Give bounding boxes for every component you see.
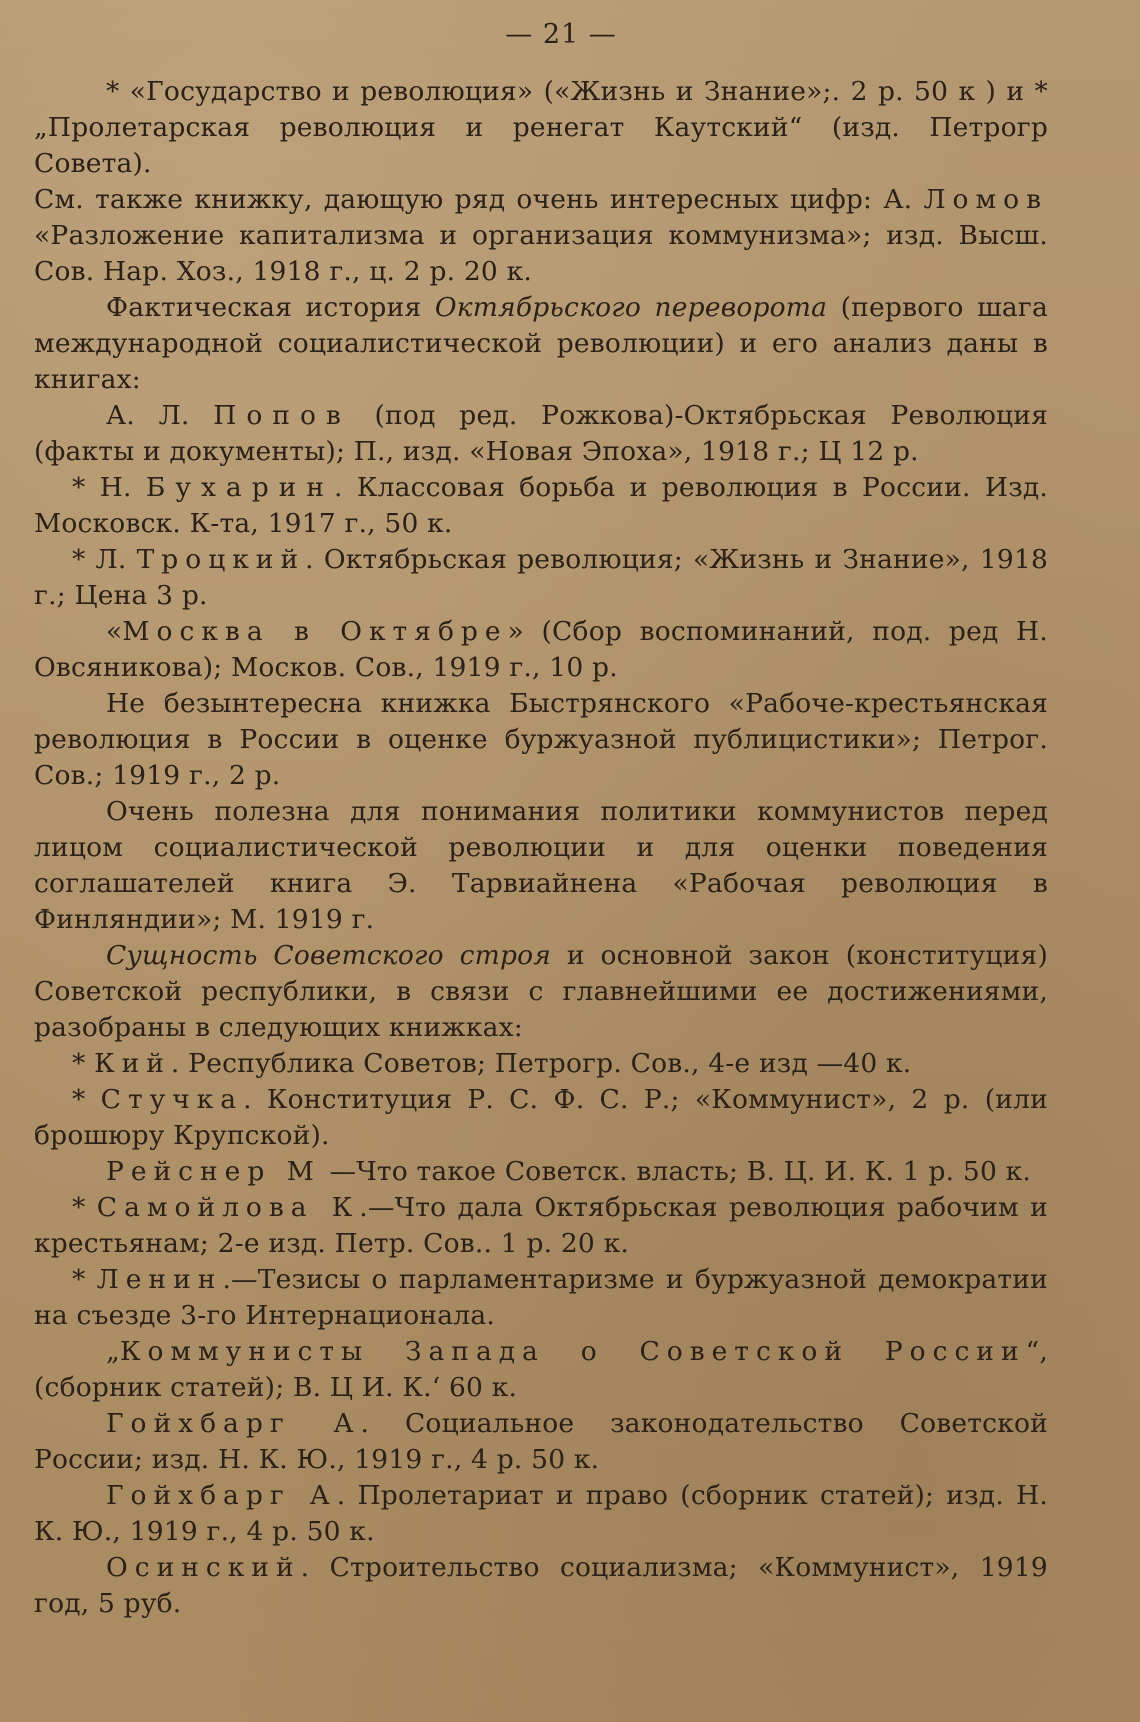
paragraph-october-history xyxy=(34,290,1048,398)
spaced-title: Коммунисты Запада о Советской России xyxy=(119,1336,1026,1367)
text-run: * xyxy=(72,1264,97,1295)
text-run: . Классовая борьба и революция в России. Изд. Московск. К-та, 1917 г., 50 к. xyxy=(34,472,1048,539)
spaced-author-name: Осинский xyxy=(106,1552,301,1583)
text-run: « xyxy=(106,616,123,647)
spaced-author-name: Гойхбарг А xyxy=(106,1408,361,1439)
text-run: * xyxy=(72,1192,97,1223)
text-run: . Социальное законодательство Советской России; изд. Н. К. Ю., 1919 г., 4 р. 50 к. xyxy=(34,1408,1048,1475)
paragraph-state-and-revolution xyxy=(34,74,1048,182)
spaced-author-name: Гойхбарг А xyxy=(106,1480,337,1511)
page-number: — 21 — xyxy=(505,19,617,50)
spaced-title: Москва в Октябре xyxy=(122,616,508,647)
text-run: “, (сборник статей); В. Ц И. К.‘ 60 к. xyxy=(34,1336,1048,1403)
spaced-author-name: Стучка xyxy=(100,1084,244,1115)
text-run: .—Что дала Октябрьская революция рабочим и крестьянам; 2-е изд. Петр. Сов.. 1 р. 20 к. xyxy=(34,1192,1049,1259)
text-run: » (Сбор воспоминаний, под. ред Н. Овсяникова); Москов. Сов., 1919 г., 10 р. xyxy=(34,616,1048,683)
italic-phrase: Октябрьского переворота xyxy=(434,292,828,323)
paragraph-soviet-system xyxy=(34,938,1048,1046)
paragraph-goikhbarg-law xyxy=(34,1478,1048,1550)
text-run: Не безынтересна книжка Быстрянского «Рабоче-крестьянская революция в России в оценке буржуазной публицистики»; Петрог. Сов.; 1919 г., 2 р. xyxy=(34,688,1048,791)
text-run: * xyxy=(72,1048,95,1079)
spaced-author-name: Бухарин xyxy=(145,472,334,503)
text-run: А. Л. xyxy=(106,400,214,431)
paragraph-tarviainen xyxy=(34,794,1048,938)
paragraph-reisner xyxy=(34,1154,1048,1190)
spaced-author-name: Троцкий xyxy=(136,544,306,575)
text-run: —Что такое Советск. власть; В. Ц. И. К. 1 р. 50 к. xyxy=(320,1156,1032,1187)
text-run: Очень полезна для понимания политики коммунистов перед лицом социалистической революции и для оценки поведения соглашателей книга Э. Тарвиайнена «Рабочая революция в Финляндии»; М. 1919 г. xyxy=(34,796,1048,935)
spaced-author-name: Самойлова К xyxy=(96,1192,360,1223)
spaced-author-name: Ленин xyxy=(96,1264,223,1295)
text-run: (под ред. Рожкова)-Октябрьская Революция (факты и документы); П., изд. «Новая Эпоха», 1918 г.; Ц 12 р. xyxy=(34,400,1048,467)
text-run: «Государство и революция» («Жизнь и Знание»;. 2 р. 50 к ) и * „Пролетарская революция и ренегат Каутский“ (изд. Петрогр Совета). xyxy=(34,76,1048,179)
paragraph-samoilova xyxy=(34,1190,1048,1262)
paragraph-communists-west xyxy=(34,1334,1048,1406)
paragraph-bystryansky xyxy=(34,686,1048,794)
paragraph-trotsky xyxy=(34,542,1048,614)
paragraph-stuchka xyxy=(34,1082,1048,1154)
text-run: и основной закон (конституция) Советской республики, в связи с главнейшими ее достижениями, разобраны в следующих книжках: xyxy=(34,940,1048,1043)
paragraph-lomov xyxy=(34,182,1048,290)
spaced-author-name: Ломов xyxy=(923,184,1048,215)
spaced-author-name: Рейснер М xyxy=(106,1156,321,1187)
paragraph-bukharin xyxy=(34,470,1048,542)
text-run: . Конституция Р. С. Ф. С. Р.; «Коммунист», 2 р. (или брошюру Крупской). xyxy=(34,1084,1048,1151)
text-run: Фактическая история xyxy=(106,292,435,323)
text-run: . Строительство социализма; «Коммунист», 1919 год, 5 руб. xyxy=(34,1552,1048,1619)
text-run: (первого шага международной социалистической революции) и его анализ даны в книгах: xyxy=(34,292,1048,395)
text-run: «Разложение капитализма и организация коммунизма»; изд. Высш. Сов. Нар. Хоз., 1918 г., ц. 2 р. 20 к. xyxy=(34,220,1048,287)
text-run: .—Тезисы о парламентаризме и буржуазной демократии на съезде 3-го Интернационала. xyxy=(34,1264,1049,1331)
footnote-star: * xyxy=(106,76,130,107)
paragraph-lenin xyxy=(34,1262,1048,1334)
paragraph-kiy xyxy=(34,1046,1048,1082)
paragraph-goikhbarg-legislation xyxy=(34,1406,1048,1478)
spaced-author-name: Кий xyxy=(94,1048,171,1079)
text-run: * Н. xyxy=(72,472,146,503)
paragraph-popov xyxy=(34,398,1048,470)
paragraph-moscow-october xyxy=(34,614,1048,686)
paragraph-osinsky xyxy=(34,1550,1048,1622)
text-run: См. также книжку, дающую ряд очень интересных цифр: А. xyxy=(34,184,924,215)
text-run: . Пролетариат и право (сборник статей); изд. Н. К. Ю., 1919 г., 4 р. 50 к. xyxy=(34,1480,1049,1547)
text-run: „ xyxy=(106,1336,120,1367)
italic-phrase: Сущность Советского строя xyxy=(106,940,552,971)
text-run: . Республика Советов; Петрогр. Сов., 4-е изд —40 к. xyxy=(170,1048,912,1079)
text-run: . Октябрьская революция; «Жизнь и Знание», 1918 г.; Цена 3 р. xyxy=(34,544,1049,611)
text-run: * Л. xyxy=(72,544,137,575)
spaced-author-name: Попов xyxy=(213,400,351,431)
page-text xyxy=(34,74,1048,1622)
text-run: * xyxy=(72,1084,101,1115)
